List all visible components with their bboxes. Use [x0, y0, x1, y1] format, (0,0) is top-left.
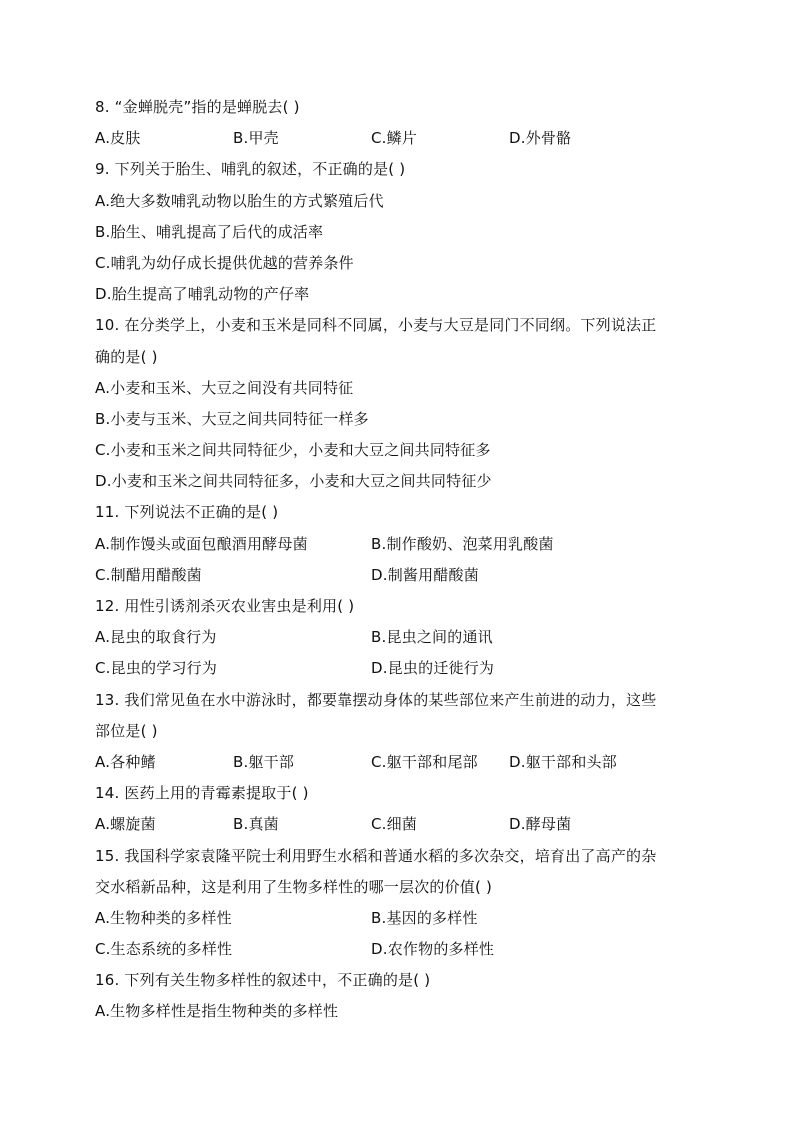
question-0 — [95, 92, 705, 154]
answer-option[interactable]: C.昆虫的学习行为 — [95, 659, 218, 678]
option-row — [95, 747, 705, 778]
answer-option[interactable]: D.外骨骼 — [509, 129, 572, 148]
answer-option[interactable]: C.生态系统的多样性 — [95, 940, 233, 959]
answer-option[interactable]: B.昆虫之间的通讯 — [371, 628, 493, 647]
answer-option[interactable]: B.甲壳 — [233, 129, 279, 148]
answer-option[interactable]: B.真菌 — [233, 815, 279, 834]
answer-option[interactable]: B.躯干部 — [233, 752, 295, 771]
answer-option[interactable]: C.躯干部和尾部 — [371, 752, 478, 771]
option-row — [95, 560, 705, 591]
answer-option[interactable]: D.躯干部和头部 — [509, 752, 617, 771]
question-stem-line: 11. 下列说法不正确的是( ) — [95, 503, 279, 522]
question-stem-line: 部位是( ) — [95, 721, 158, 740]
question-stem-line: 10. 在分类学上，小麦和玉米是同科不同属，小麦与大豆是同门不同纲。下列说法正 — [95, 316, 657, 335]
answer-option[interactable]: A.各种鳍 — [95, 752, 156, 771]
question-list — [95, 92, 705, 1028]
option-row — [95, 809, 705, 840]
answer-option[interactable]: D.酵母菌 — [509, 815, 572, 834]
question-7 — [95, 841, 705, 966]
question-3 — [95, 497, 705, 591]
question-6 — [95, 778, 705, 840]
question-stem-line: 15. 我国科学家袁隆平院士利用野生水稻和普通水稻的多次杂交，培育出了高产的杂 — [95, 846, 657, 865]
answer-option[interactable]: A.皮肤 — [95, 129, 141, 148]
answer-option[interactable]: C.细菌 — [371, 815, 418, 834]
question-stem-line: 8. “金蝉脱壳”指的是蝉脱去( ) — [95, 98, 300, 116]
question-stem-line: 交水稻新品种，这是利用了生物多样性的哪一层次的价值( ) — [95, 877, 493, 896]
answer-option[interactable]: B.基因的多样性 — [371, 908, 478, 927]
question-stem-line: 12. 用性引诱剂杀灭农业害虫是利用( ) — [95, 597, 355, 615]
option-row — [95, 404, 705, 435]
answer-option[interactable]: A.小麦和玉米、大豆之间没有共同特征 — [95, 378, 354, 397]
answer-option[interactable]: A.生物种类的多样性 — [95, 908, 232, 927]
answer-option[interactable]: C.哺乳为幼仔成长提供优越的营养条件 — [95, 253, 354, 272]
question-2 — [95, 310, 705, 497]
answer-option[interactable]: D.昆虫的迁徙行为 — [371, 659, 495, 678]
answer-option[interactable]: A.昆虫的取食行为 — [95, 628, 217, 647]
answer-option[interactable]: D.小麦和玉米之间共同特征多，小麦和大豆之间共同特征少 — [95, 472, 492, 491]
question-stem-line: 9. 下列关于胎生、哺乳的叙述，不正确的是( ) — [95, 160, 406, 179]
answer-option[interactable]: A.制作馒头或面包酿酒用酵母菌 — [95, 534, 308, 553]
answer-option[interactable]: D.胎生提高了哺乳动物的产仔率 — [95, 285, 310, 304]
question-4 — [95, 591, 705, 685]
question-stem-line: 确的是( ) — [95, 347, 158, 366]
option-row — [95, 622, 705, 653]
option-row — [95, 435, 705, 466]
answer-option[interactable]: D.制酱用醋酸菌 — [371, 565, 479, 584]
answer-option[interactable]: B.小麦与玉米、大豆之间共同特征一样多 — [95, 409, 369, 428]
answer-option[interactable]: C.小麦和玉米之间共同特征少，小麦和大豆之间共同特征多 — [95, 441, 491, 460]
question-stem-line: 14. 医药上用的青霉素提取于( ) — [95, 784, 309, 803]
answer-option[interactable]: B.制作酸奶、泡菜用乳酸菌 — [371, 534, 554, 553]
answer-option[interactable]: A.生物多样性是指生物种类的多样性 — [95, 1002, 339, 1021]
option-row — [95, 123, 705, 154]
option-row — [95, 903, 705, 934]
question-stem-line: 16. 下列有关生物多样性的叙述中，不正确的是( ) — [95, 971, 431, 990]
answer-option[interactable]: C.制醋用醋酸菌 — [95, 565, 202, 584]
option-row — [95, 373, 705, 404]
option-row — [95, 934, 705, 965]
answer-option[interactable]: B.胎生、哺乳提高了后代的成活率 — [95, 222, 324, 241]
answer-option[interactable]: C.鳞片 — [371, 129, 418, 148]
answer-option[interactable]: A.绝大多数哺乳动物以胎生的方式繁殖后代 — [95, 191, 384, 210]
answer-option[interactable]: D.农作物的多样性 — [371, 940, 495, 959]
option-row — [95, 248, 705, 279]
option-row — [95, 996, 705, 1027]
option-row — [95, 279, 705, 310]
option-row — [95, 217, 705, 248]
answer-option[interactable]: A.螺旋菌 — [95, 815, 156, 834]
option-row — [95, 466, 705, 497]
question-1 — [95, 154, 705, 310]
option-row — [95, 529, 705, 560]
question-stem-line: 13. 我们常见鱼在水中游泳时，都要靠摆动身体的某些部位来产生前进的动力，这些 — [95, 690, 657, 709]
option-row — [95, 186, 705, 217]
question-5 — [95, 685, 705, 779]
option-row — [95, 653, 705, 684]
question-8 — [95, 965, 705, 1027]
